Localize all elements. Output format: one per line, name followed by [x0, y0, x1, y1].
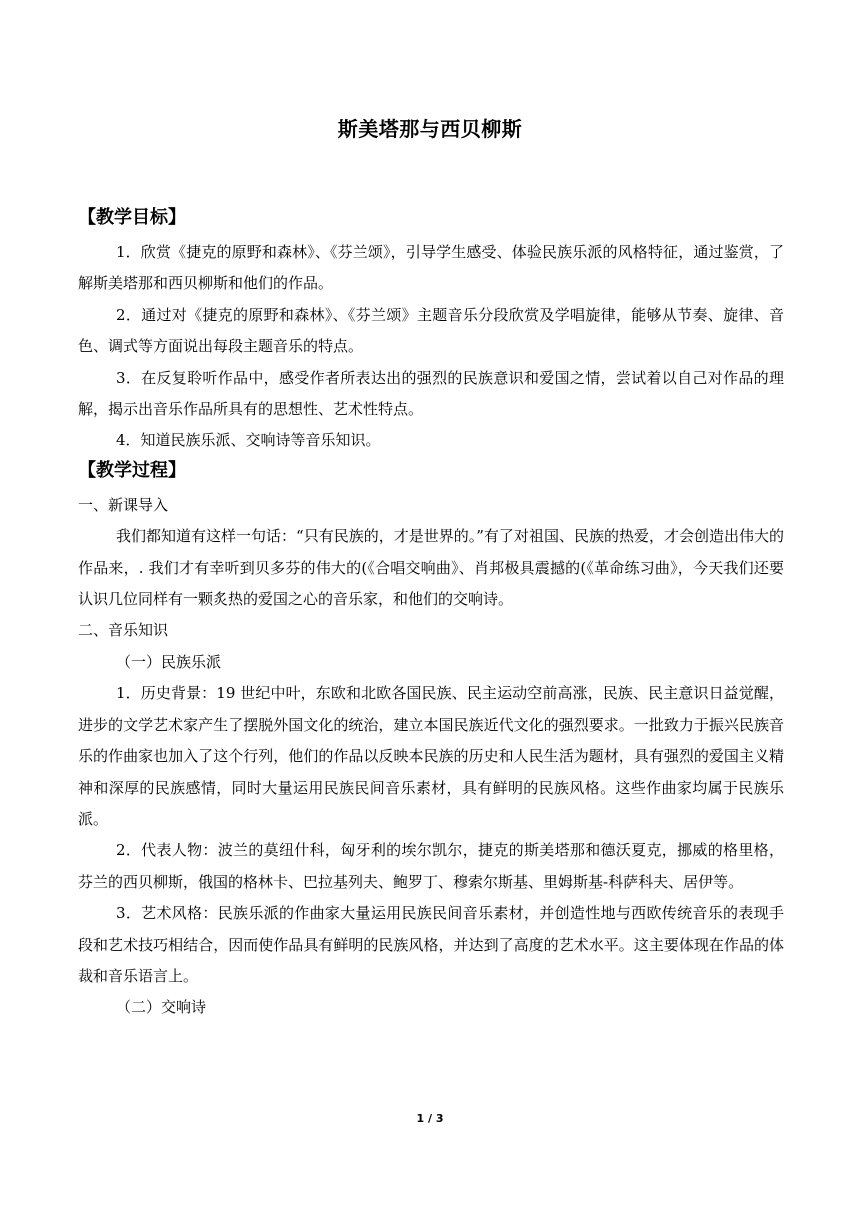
objective-item-4: 4．知道民族乐派、交响诗等音乐知识。	[116, 431, 381, 450]
intro-paragraph: 我们都知道有这样一句话：“只有民族的，才是世界的。”有了对祖国、民族的热爱，才会创造出伟大的作品来，. 我们才有幸听到贝多芬的伟大的(《合唱交响曲》、肖邦极具震撼的(《革命练习曲》，今天我们还要认识几位同样有一颗炙热的爱国之心的音乐家，和他们的交响诗。	[78, 527, 784, 609]
page-title: 斯美塔那与西贝柳斯	[337, 117, 523, 141]
symphonic-poem-heading: （二）交响诗	[116, 998, 207, 1017]
national-school-heading: （一）民族乐派	[116, 652, 222, 671]
process-heading: 【教学过程】	[78, 459, 186, 481]
knowledge-heading: 二、音乐知识	[78, 621, 169, 640]
national-school-item-2: 2．代表人物：波兰的莫纽什科，匈牙利的埃尔凯尔，捷克的斯美塔那和德沃夏克，挪威的格里格，芬兰的西贝柳斯，俄国的格林卡、巴拉基列夫、鲍罗丁、穆索尔斯基、里姆斯基-科萨科夫、居伊等。	[78, 841, 784, 891]
page-number: 1 / 3	[416, 1112, 444, 1125]
intro-heading: 一、新课导入	[78, 495, 169, 514]
objective-item-1: 1．欣赏《捷克的原野和森林》、《芬兰颂》，引导学生感受、体验民族乐派的风格特征，通过鉴赏，了解斯美塔那和西贝柳斯和他们的作品。	[78, 243, 784, 293]
objective-item-2: 2．通过对《捷克的原野和森林》、《芬兰颂》主题音乐分段欣赏及学唱旋律，能够从节奏、旋律、音色、调式等方面说出每段主题音乐的特点。	[78, 305, 784, 356]
document-body	[78, 204, 784, 1024]
national-school-item-1: 1．历史背景：19 世纪中叶，东欧和北欧各国民族、民主运动空前高涨，民族、民主意识日益觉醒，进步的文学艺术家产生了摆脱外国文化的统治，建立本国民族近代文化的强烈要求。一批致力于振兴民族音乐的作曲家也加入了这个行列，他们的作品以反映本民族的历史和人民生活为题材，具有强烈的爱国主义精神和深厚的民族感情，同时大量运用民族民间音乐素材，具有鲜明的民族风格。这些作曲家均属于民族乐派。	[78, 684, 784, 828]
objective-item-3: 3．在反复聆听作品中，感受作者所表达出的强烈的民族意识和爱国之情，尝试着以自己对作品的理解，揭示出音乐作品所具有的思想性、艺术性特点。	[78, 368, 784, 419]
national-school-item-3: 3．艺术风格：民族乐派的作曲家大量运用民族民间音乐素材，并创造性地与西欧传统音乐的表现手段和艺术技巧相结合，因而使作品具有鲜明的民族风格，并达到了高度的艺术水平。这主要体现在作品的体裁和音乐语言上。	[78, 904, 784, 985]
objectives-heading: 【教学目标】	[78, 207, 186, 228]
